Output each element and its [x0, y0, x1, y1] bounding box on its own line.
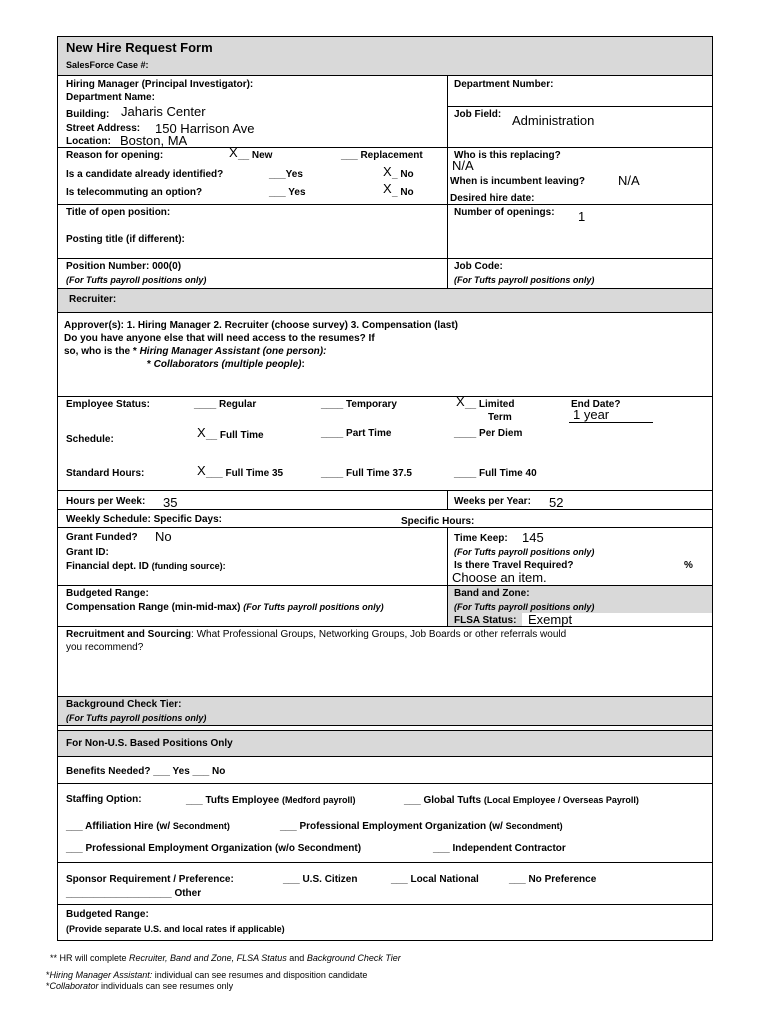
street-address-value[interactable]: 150 Harrison Ave: [155, 121, 255, 136]
divider: [58, 725, 712, 726]
affiliation-hire-label: ___ Affiliation Hire (w/: [66, 821, 173, 832]
status-temporary[interactable]: ____ Temporary: [321, 399, 397, 410]
background-check-label: Background Check Tier:: [66, 699, 182, 710]
staffing-peo-without[interactable]: ___ Professional Employment Organization (w/o Secondment): [66, 843, 362, 854]
new-option: __ New: [238, 150, 273, 161]
compensation-range-note: (For Tufts payroll positions only): [243, 602, 384, 612]
collaborators-prefix: *: [147, 359, 154, 370]
schedule-label: Schedule:: [66, 434, 114, 445]
hiring-manager-label: Hiring Manager (Principal Investigator):: [66, 79, 254, 90]
footnote-collab-b: Collaborator: [49, 981, 99, 991]
time-keep-label: Time Keep:: [454, 533, 508, 544]
divider: [58, 904, 712, 905]
specific-hours-label: Specific Hours:: [401, 516, 475, 527]
sponsor-other[interactable]: ___________________ Other: [66, 888, 202, 899]
sponsor-us-citizen[interactable]: ___ U.S. Citizen: [283, 874, 358, 885]
time-keep-value[interactable]: 145: [522, 530, 544, 545]
end-date-underline: [569, 422, 653, 423]
footnote-hr-b: Recruiter, Band and Zone, FLSA Status: [129, 953, 287, 963]
travel-label: Is there Travel Required?: [454, 560, 574, 571]
department-name-label: Department Name:: [66, 92, 155, 103]
manager-assistant-prefix: so, who is the *: [64, 346, 140, 357]
job-field-label: Job Field:: [454, 109, 502, 120]
job-code-note: (For Tufts payroll positions only): [454, 275, 595, 285]
employee-status-label: Employee Status:: [66, 399, 150, 410]
divider: [58, 862, 712, 863]
position-title-label: Title of open position:: [66, 207, 171, 218]
flsa-value[interactable]: Exempt: [528, 612, 573, 627]
compensation-range-line: [66, 601, 384, 614]
divider: [58, 527, 712, 528]
divider: [58, 288, 712, 289]
divider: [58, 626, 712, 627]
time-keep-note: (For Tufts payroll positions only): [454, 547, 595, 557]
staffing-global-tufts[interactable]: [404, 794, 639, 807]
recruiter-label: Recruiter:: [69, 294, 117, 305]
schedule-full-time: __ Full Time: [206, 430, 264, 441]
tufts-employee-label: ___ Tufts Employee: [186, 795, 282, 806]
divider: [58, 783, 712, 784]
hours-per-week-value[interactable]: 35: [163, 495, 178, 510]
job-code-label: Job Code:: [454, 261, 503, 272]
divider: [58, 258, 712, 259]
openings-label: Number of openings:: [454, 207, 555, 218]
limited-term: Term: [488, 412, 512, 423]
manager-assistant-label: Hiring Manager Assistant (one person):: [139, 346, 327, 357]
staffing-tufts-employee[interactable]: [186, 794, 355, 807]
non-us-budgeted-range-note: (Provide separate U.S. and local rates if applicable): [66, 924, 285, 934]
candidate-no: _ No: [392, 169, 414, 180]
position-number-note: (For Tufts payroll positions only): [66, 275, 207, 285]
benefits-needed[interactable]: Benefits Needed? ___ Yes ___ No: [66, 766, 226, 777]
grant-funded-value[interactable]: No: [155, 529, 172, 544]
replacement-option[interactable]: ___ Replacement: [341, 150, 423, 161]
hours-ft35: ___ Full Time 35: [206, 468, 284, 479]
recruitment-question-cont: you recommend?: [66, 642, 144, 653]
incumbent-label: When is incumbent leaving?: [450, 176, 586, 187]
footnote-assistant-b: Hiring Manager Assistant:: [49, 970, 153, 980]
schedule-part-time[interactable]: ____ Part Time: [321, 428, 392, 439]
job-field-value[interactable]: Administration: [512, 113, 595, 128]
divider: [58, 75, 712, 76]
peo-with-label: ___ Professional Employment Organization (w/: [280, 821, 506, 832]
schedule-per-diem[interactable]: ____ Per Diem: [454, 428, 523, 439]
footnote-assistant-c: individual can see resumes and disposition candidate: [152, 970, 368, 980]
full-time-mark[interactable]: X: [197, 425, 206, 440]
financial-dept-note: (funding source):: [151, 561, 226, 571]
footnote-hr-c: and: [286, 953, 307, 963]
openings-value[interactable]: 1: [578, 209, 586, 224]
telecommute-label: Is telecommuting an option?: [66, 187, 203, 198]
footnote-hr-d: Background Check Tier: [306, 953, 401, 963]
telecommute-yes[interactable]: ___ Yes: [269, 187, 306, 198]
divider: [58, 509, 712, 510]
sponsor-no-preference[interactable]: ___ No Preference: [509, 874, 597, 885]
footnote-collab-c: individuals can see resumes only: [98, 981, 234, 991]
non-us-budgeted-range-label: Budgeted Range:: [66, 909, 149, 920]
budgeted-range-label: Budgeted Range:: [66, 588, 149, 599]
resume-access-question: Do you have anyone else that will need access to the resumes? If: [64, 333, 375, 344]
hours-per-week-label: Hours per Week:: [66, 496, 146, 507]
salesforce-case-label: SalesForce Case #:: [66, 60, 149, 70]
column-divider: [447, 490, 448, 509]
divider: [58, 730, 712, 731]
manager-assistant-line: [64, 346, 326, 358]
building-value[interactable]: Jaharis Center: [121, 104, 206, 119]
flsa-label: FLSA Status:: [454, 615, 517, 626]
hours-ft375[interactable]: ____ Full Time 37.5: [321, 468, 412, 479]
column-divider: [447, 527, 448, 626]
band-zone-note: (For Tufts payroll positions only): [454, 602, 595, 612]
replacing-label: Who is this replacing?: [454, 150, 561, 161]
end-date-value[interactable]: 1 year: [573, 407, 610, 422]
status-limited: __ Limited: [465, 399, 515, 410]
staffing-option-label: Staffing Option:: [66, 794, 142, 805]
ft35-mark[interactable]: X: [197, 463, 206, 478]
location-label: Location:: [66, 136, 111, 147]
divider: [447, 106, 712, 107]
standard-hours-label: Standard Hours:: [66, 468, 145, 479]
end-date-label: End Date?: [571, 399, 621, 410]
divider: [58, 490, 712, 491]
street-address-label: Street Address:: [66, 123, 141, 134]
recruitment-line: [66, 629, 566, 641]
divider: [58, 312, 712, 313]
footnote-hr: [50, 953, 401, 964]
recruitment-question: : What Professional Groups, Networking Groups, Job Boards or other referrals would: [191, 629, 567, 640]
divider: [58, 756, 712, 757]
affiliation-hire-note: Secondment): [172, 821, 230, 831]
building-label: Building:: [66, 109, 110, 120]
recruiter-band: [58, 288, 712, 312]
desired-hire-label: Desired hire date:: [450, 193, 535, 204]
reason-label: Reason for opening:: [66, 150, 164, 161]
staffing-affiliation-hire[interactable]: [66, 820, 230, 833]
incumbent-value[interactable]: N/A: [618, 173, 640, 188]
financial-dept-line: [66, 560, 226, 573]
background-check-note: (For Tufts payroll positions only): [66, 713, 207, 723]
collaborators-line: [147, 359, 305, 371]
travel-percent: %: [684, 560, 693, 571]
candidate-label: Is a candidate already identified?: [66, 169, 224, 180]
footnote-hr-a: ** HR will complete: [50, 953, 130, 963]
divider: [58, 696, 712, 697]
staffing-independent-contractor[interactable]: ___ Independent Contractor: [433, 843, 566, 854]
hours-ft40[interactable]: ____ Full Time 40: [454, 468, 537, 479]
recruitment-label: Recruitment and Sourcing: [66, 629, 192, 640]
telecommute-no-mark[interactable]: X: [383, 181, 392, 196]
weekly-schedule-label: Weekly Schedule: Specific Days:: [66, 514, 222, 525]
global-tufts-label: ___ Global Tufts: [404, 795, 484, 806]
status-regular[interactable]: ____ Regular: [194, 399, 257, 410]
tufts-employee-note: (Medford payroll): [281, 795, 356, 805]
footnote-collaborator: [46, 981, 233, 992]
replacing-value[interactable]: N/A: [452, 158, 474, 173]
telecommute-no: _ No: [392, 187, 414, 198]
candidate-no-mark[interactable]: X: [383, 164, 392, 179]
non-us-header: For Non-U.S. Based Positions Only: [66, 738, 233, 749]
column-divider: [447, 75, 448, 288]
compensation-range-label: Compensation Range (min-mid-max): [66, 602, 241, 613]
divider: [58, 396, 712, 397]
form-title: New Hire Request Form: [66, 40, 213, 55]
candidate-yes[interactable]: ___Yes: [269, 169, 303, 180]
footnote-assistant-a: *: [46, 970, 50, 980]
approvers-line: Approver(s): 1. Hiring Manager 2. Recruiter (choose survey) 3. Compensation (last): [64, 320, 458, 331]
footnote-collab-a: *: [46, 981, 50, 991]
location-value[interactable]: Boston, MA: [120, 133, 188, 148]
sponsor-local-national[interactable]: ___ Local National: [391, 874, 479, 885]
divider: [58, 204, 712, 205]
band-zone-label: Band and Zone:: [454, 588, 530, 599]
footnote-assistant: [46, 970, 367, 981]
position-number-label: Position Number: 000(0): [66, 261, 182, 272]
collaborators-label: Collaborators (multiple people): [153, 359, 302, 370]
department-number-label: Department Number:: [454, 79, 554, 90]
posting-title-label: Posting title (if different):: [66, 234, 185, 245]
collaborators-colon: :: [301, 359, 305, 370]
grant-id-label: Grant ID:: [66, 547, 109, 558]
grant-funded-label: Grant Funded?: [66, 532, 138, 543]
global-tufts-note: (Local Employee / Overseas Payroll): [483, 795, 639, 805]
limited-mark[interactable]: X: [456, 394, 465, 409]
peo-with-note: Secondment): [505, 821, 563, 831]
divider: [58, 585, 712, 586]
travel-select[interactable]: Choose an item.: [452, 570, 547, 585]
weeks-per-year-label: Weeks per Year:: [454, 496, 531, 507]
financial-dept-label: Financial dept. ID: [66, 561, 152, 572]
staffing-peo-with[interactable]: [280, 820, 563, 833]
new-hire-request-form: [57, 36, 713, 941]
weeks-per-year-value[interactable]: 52: [549, 495, 564, 510]
sponsor-label: Sponsor Requirement / Preference:: [66, 874, 234, 885]
new-mark[interactable]: X: [229, 145, 238, 160]
